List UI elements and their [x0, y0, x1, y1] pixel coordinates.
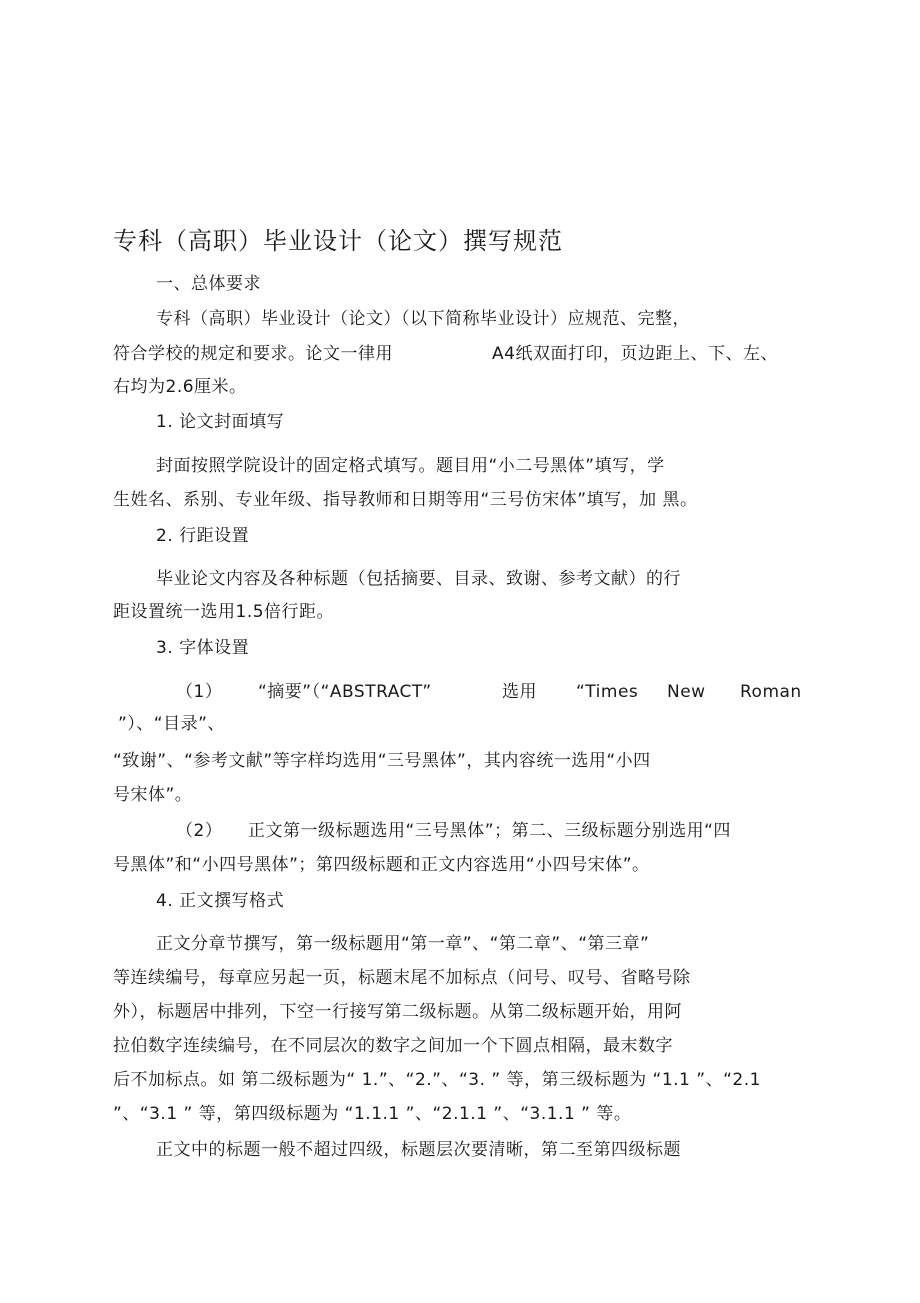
paragraph-line: 距设置统一选用1.5倍行距。 — [113, 602, 335, 622]
paragraph-line: 封面按照学院设计的固定格式填写。题目用“小二号黑体”填写，学 — [156, 456, 665, 476]
sub-item-number: （2） — [176, 821, 223, 841]
sub-item-text: “致谢”、“参考文献”等字样均选用“三号黑体”，其内容统一选用“小四 — [113, 751, 651, 771]
sub-item-text: “Times — [576, 682, 639, 702]
paragraph-line: 右均为2.6厘米。 — [113, 377, 247, 397]
sub-item-text: Roman — [740, 682, 802, 702]
paragraph-line: 后不加标点。如 第二级标题为“ 1.”、“2.”、“3. ” 等，第三级标题为 “1.1 ”、“2.1 — [113, 1070, 761, 1090]
sub-item-number: （1） — [176, 682, 223, 702]
sub-item-text: 号黑体”和“小四号黑体”；第四级标题和正文内容选用“小四号宋体”。 — [113, 855, 650, 875]
paragraph-line: ”、“3.1 ” 等，第四级标题为 “1.1.1 ”、“2.1.1 ”、“3.1.1 ” 等。 — [113, 1104, 632, 1124]
paragraph-line: 正文分章节撰写，第一级标题用“第一章”、“第二章”、“第三章” — [156, 934, 650, 954]
sub-item-text: 正文第一级标题选用“三号黑体”；第二、三级标题分别选用“四 — [248, 821, 731, 841]
sub-item-text: “摘要”（“ABSTRACT” — [258, 682, 432, 702]
paragraph-line: 生姓名、系别、专业年级、指导教师和日期等用“三号仿宋体”填写，加 黑。 — [113, 490, 698, 510]
paragraph-line: 专科（高职）毕业设计（论文）（以下简称毕业设计）应规范、完整， — [156, 309, 690, 329]
paragraph-line: 外），标题居中排列，下空一行接写第二级标题。从第二级标题开始，用阿 — [113, 1002, 682, 1022]
paragraph-line: 等连续编号，每章应另起一页，标题末尾不加标点（问号、叹号、省略号除 — [113, 968, 691, 988]
section-heading-general: 一、总体要求 — [156, 274, 261, 294]
item-heading-cover: 1. 论文封面填写 — [156, 412, 285, 432]
item-heading-body-format: 4. 正文撰写格式 — [156, 891, 285, 911]
sub-item-text: ”）、“目录”、 — [118, 714, 225, 734]
sub-item-text: 选用 — [502, 682, 537, 702]
item-heading-font: 3. 字体设置 — [156, 638, 250, 658]
paragraph-line: 毕业论文内容及各种标题（包括摘要、目录、致谢、参考文献）的行 — [156, 569, 681, 589]
sub-item-text: 号宋体”。 — [113, 785, 193, 805]
paragraph-line: A4纸双面打印，页边距上、下、左、 — [492, 344, 778, 364]
sub-item-text: New — [667, 682, 706, 702]
paragraph-line: 符合学校的规定和要求。论文一律用 — [113, 344, 393, 364]
item-heading-line-spacing: 2. 行距设置 — [156, 526, 250, 546]
paragraph-line: 正文中的标题一般不超过四级，标题层次要清晰，第二至第四级标题 — [156, 1140, 681, 1160]
document-title: 专科（高职）毕业设计（论文）撰写规范 — [113, 227, 563, 255]
paragraph-line: 拉伯数字连续编号，在不同层次的数字之间加一个下圆点相隔，最末数字 — [113, 1036, 673, 1056]
